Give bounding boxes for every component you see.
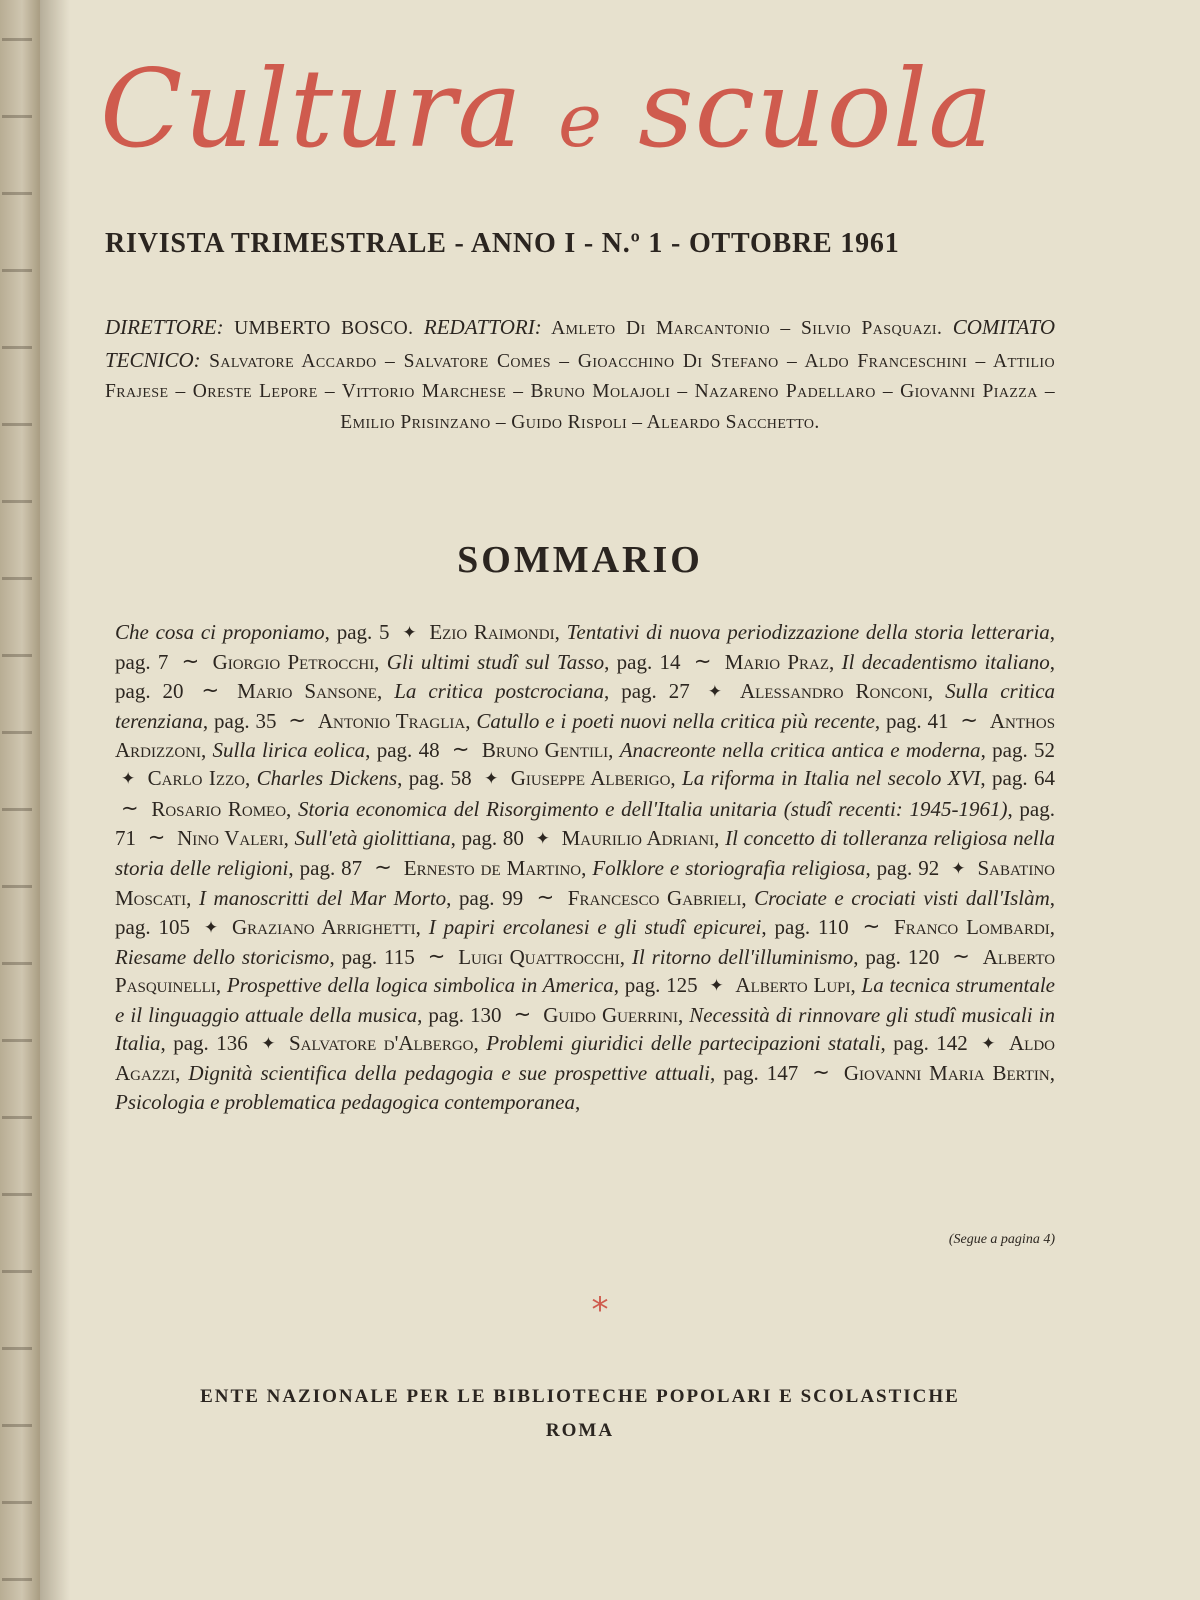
entry-page: , pag. 27	[604, 679, 690, 704]
contents-entry	[482, 738, 1055, 762]
tilde-separator-icon: ∼	[147, 824, 166, 849]
entry-page: , pag. 7	[115, 620, 1056, 675]
contents-entry	[289, 1031, 968, 1055]
binding-shadow	[40, 0, 70, 1600]
adjacent-page-text-marks	[2, 0, 32, 1600]
entry-author: Alberto Lupi,	[735, 973, 862, 998]
entry-page: , pag. 120	[853, 945, 940, 970]
diamond-separator-icon: ✦	[121, 769, 136, 789]
entry-title: Catullo e i poeti nuovi nella critica più recente	[476, 709, 875, 734]
entry-author: Giorgio Petrocchi,	[212, 650, 387, 675]
entry-page: , pag. 20	[115, 650, 1056, 704]
contents-entry	[213, 650, 681, 674]
entry-title: Sull'età giolittiana	[294, 825, 451, 850]
entry-author: Rosario Romeo,	[151, 796, 298, 821]
entry-page: , pag. 14	[604, 650, 681, 675]
entry-author: Mario Sansone,	[237, 679, 395, 704]
tilde-separator-icon: ∼	[427, 944, 446, 969]
entry-author: Maurilio Adriani,	[561, 825, 726, 850]
tilde-separator-icon: ∼	[181, 649, 200, 674]
entry-title: Crociate e crociati visti dall'Islàm	[754, 885, 1050, 910]
contents-entry	[177, 826, 524, 850]
entry-author: Carlo Izzo,	[147, 766, 257, 791]
issue-subtitle: RIVISTA TRIMESTRALE - ANNO I - N.º 1 - OTTOBRE 1961	[105, 228, 900, 259]
entry-author: Graziano Arrighetti,	[231, 914, 429, 939]
director-name: UMBERTO BOSCO.	[234, 318, 414, 339]
adjacent-page-edge	[0, 0, 40, 1600]
tilde-separator-icon: ∼	[513, 1002, 532, 1027]
contents-entry	[232, 915, 849, 939]
entry-title: Prospettive della logica simbolica in America	[226, 973, 614, 998]
masthead-word-cultura: Cultura	[100, 47, 523, 172]
entry-author: Luigi Quattrocchi,	[458, 945, 632, 970]
entry-page: , pag. 130	[417, 1003, 502, 1028]
tilde-separator-icon: ∼	[952, 944, 970, 969]
committee-names: Salvatore Accardo – Salvatore Comes – Gioacchino Di Stefano – Aldo Franceschini – Attilio Frajese – Oreste Lepore – Vittorio Marchese – Bruno Molajoli – Nazareno Padellaro – Giovanni Piazza – Emilio Prisinzano – Guido Rispoli – Aleardo Sacchetto.	[105, 350, 1055, 433]
entry-author: Giuseppe Alberigo,	[510, 766, 683, 791]
publisher-city: ROMA	[545, 1420, 615, 1441]
entry-page: , pag. 41	[874, 709, 949, 734]
asterisk-ornament-icon: *	[591, 1290, 609, 1330]
entry-title: Necessità di rinnovare gli studî musicali in Italia	[115, 1003, 1055, 1056]
entry-title: I papiri ercolanesi e gli studî epicurei	[428, 914, 762, 939]
diamond-separator-icon: ✦	[951, 858, 966, 878]
diamond-separator-icon: ✦	[402, 623, 417, 642]
masthead-word-scuola: scuola	[638, 47, 994, 172]
tilde-separator-icon: ∼	[812, 1060, 830, 1085]
entry-page: , pag. 136	[160, 1031, 248, 1056]
entry-title: Anacreonte nella critica antica e moderna	[619, 738, 981, 763]
entry-title: Il decadentismo italiano	[841, 650, 1050, 675]
tilde-separator-icon: ∼	[374, 854, 392, 879]
continued-note: (Segue a pagina 4)	[948, 1232, 1055, 1247]
entry-page: , pag. 87	[288, 855, 363, 880]
diamond-separator-icon: ✦	[709, 976, 724, 996]
entry-page: , pag. 125	[613, 973, 698, 998]
diamond-separator-icon: ✦	[981, 1034, 996, 1054]
entry-title: Charles Dickens	[256, 766, 398, 791]
tilde-separator-icon: ∼	[960, 708, 978, 733]
entry-title: Tentativi di nuova periodizzazione della storia letteraria	[566, 620, 1050, 644]
diamond-separator-icon: ✦	[535, 828, 550, 848]
publisher-name: ENTE NAZIONALE PER LE BIBLIOTECHE POPOLARI E SCOLASTICHE	[200, 1386, 960, 1407]
entry-page: , pag. 48	[365, 738, 440, 763]
entry-author: Salvatore d'Albergo,	[289, 1031, 487, 1056]
table-of-contents	[115, 618, 1055, 1116]
entry-author: Guido Guerrini,	[543, 1003, 690, 1028]
masthead-word-e: e	[558, 78, 603, 164]
entry-author: Franco Lombardi,	[894, 914, 1056, 939]
entry-title: Che cosa ci proponiamo	[115, 620, 325, 644]
entry-author: Ezio Raimondi,	[429, 620, 567, 644]
entry-title: Il ritorno dell'illuminismo	[631, 945, 854, 970]
contents-entry	[511, 766, 1055, 790]
entry-author: Ernesto de Martino,	[403, 855, 593, 880]
director-label: DIRETTORE:	[105, 315, 224, 339]
tilde-separator-icon: ∼	[288, 708, 306, 733]
diamond-separator-icon: ✦	[707, 682, 723, 702]
entry-page: , pag. 105	[115, 885, 1055, 939]
publisher-block	[100, 1380, 1060, 1448]
entry-page: , pag. 64	[980, 766, 1055, 791]
editors-names: Amleto Di Marcantonio – Silvio Pasquazi.	[551, 318, 943, 339]
entry-page: , pag. 5	[324, 620, 390, 644]
entry-title: I manoscritti del Mar Morto	[198, 885, 447, 910]
entry-author: Aldo Agazzi,	[115, 1031, 1056, 1086]
contents-entry	[148, 766, 472, 790]
tilde-separator-icon: ∼	[201, 678, 220, 703]
committee-label: COMITATO TECNICO:	[105, 315, 1056, 372]
entry-page: , pag. 92	[865, 855, 940, 880]
entry-title: Folklore e storiografia religiosa	[592, 855, 866, 880]
contents-entry	[318, 709, 949, 733]
contents-entry	[237, 679, 690, 703]
editors-label: REDATTORI:	[423, 315, 542, 339]
entry-title: La critica postcrociana	[394, 679, 605, 704]
entry-page: , pag. 52	[980, 738, 1056, 763]
entry-page: , pag. 110	[761, 914, 849, 939]
entry-page: , pag. 80	[450, 825, 524, 850]
entry-page: ,	[574, 1089, 581, 1114]
contents-entry	[115, 620, 390, 644]
entry-title: Storia economica del Risorgimento e dell'Italia unitaria (studî recenti: 1945-1961)	[298, 796, 1008, 821]
contents-entry	[404, 856, 939, 880]
entry-author: Francesco Gabrieli,	[567, 885, 755, 910]
entry-author: Bruno Gentili,	[481, 738, 620, 763]
tilde-separator-icon: ∼	[121, 795, 139, 820]
masthead-title	[100, 30, 1080, 201]
entry-title: Dignità scientifica della pedagogia e sue prospettive attuali	[188, 1061, 710, 1086]
entry-page: , pag. 115	[329, 945, 415, 970]
entry-title: Il concetto di tolleranza religiosa nella storia delle religioni	[115, 825, 1056, 880]
entry-author: Nino Valeri,	[177, 825, 295, 850]
tilde-separator-icon: ∼	[451, 737, 470, 762]
entry-page: , pag. 58	[397, 766, 472, 791]
entry-page: , pag. 142	[880, 1031, 968, 1056]
entry-author: Anthos Ardizzoni,	[115, 709, 1056, 763]
entry-title: Problemi giuridici delle partecipazioni statali	[486, 1031, 881, 1056]
entry-author: Alessandro Ronconi,	[740, 679, 946, 704]
entry-author: Alberto Pasquinelli,	[115, 945, 1056, 998]
entry-page: , pag. 71	[115, 796, 1056, 850]
entry-title: La tecnica strumentale e il linguaggio attuale della musica	[115, 973, 1056, 1028]
entry-title: Sulla critica terenziana	[115, 679, 1056, 734]
diamond-separator-icon: ✦	[261, 1034, 276, 1054]
diamond-separator-icon: ✦	[484, 769, 499, 789]
contents-heading: SOMMARIO	[457, 539, 703, 581]
entry-title: Psicologia e problematica pedagogica contemporanea	[115, 1089, 575, 1114]
entry-page: , pag. 147	[709, 1061, 799, 1086]
entry-title: Gli ultimi studî sul Tasso	[386, 650, 605, 675]
entry-page: , pag. 35	[202, 709, 277, 734]
tilde-separator-icon: ∼	[536, 884, 555, 909]
entry-title: Sulla lirica eolica	[212, 738, 366, 763]
contents-entry	[458, 945, 939, 969]
tilde-separator-icon: ∼	[862, 913, 881, 938]
diamond-separator-icon: ✦	[203, 917, 219, 937]
entry-author: Sabatino Moscati,	[115, 855, 1056, 910]
entry-page: , pag. 99	[446, 885, 524, 910]
entry-author: Mario Praz,	[724, 650, 842, 675]
editorial-staff	[105, 312, 1055, 438]
entry-author: Giovanni Maria Bertin,	[843, 1061, 1056, 1086]
entry-title: Riesame dello storicismo	[115, 945, 330, 970]
tilde-separator-icon: ∼	[693, 649, 712, 674]
entry-author: Antonio Traglia,	[317, 709, 477, 734]
entry-title: La riforma in Italia nel secolo XVI	[682, 766, 981, 791]
